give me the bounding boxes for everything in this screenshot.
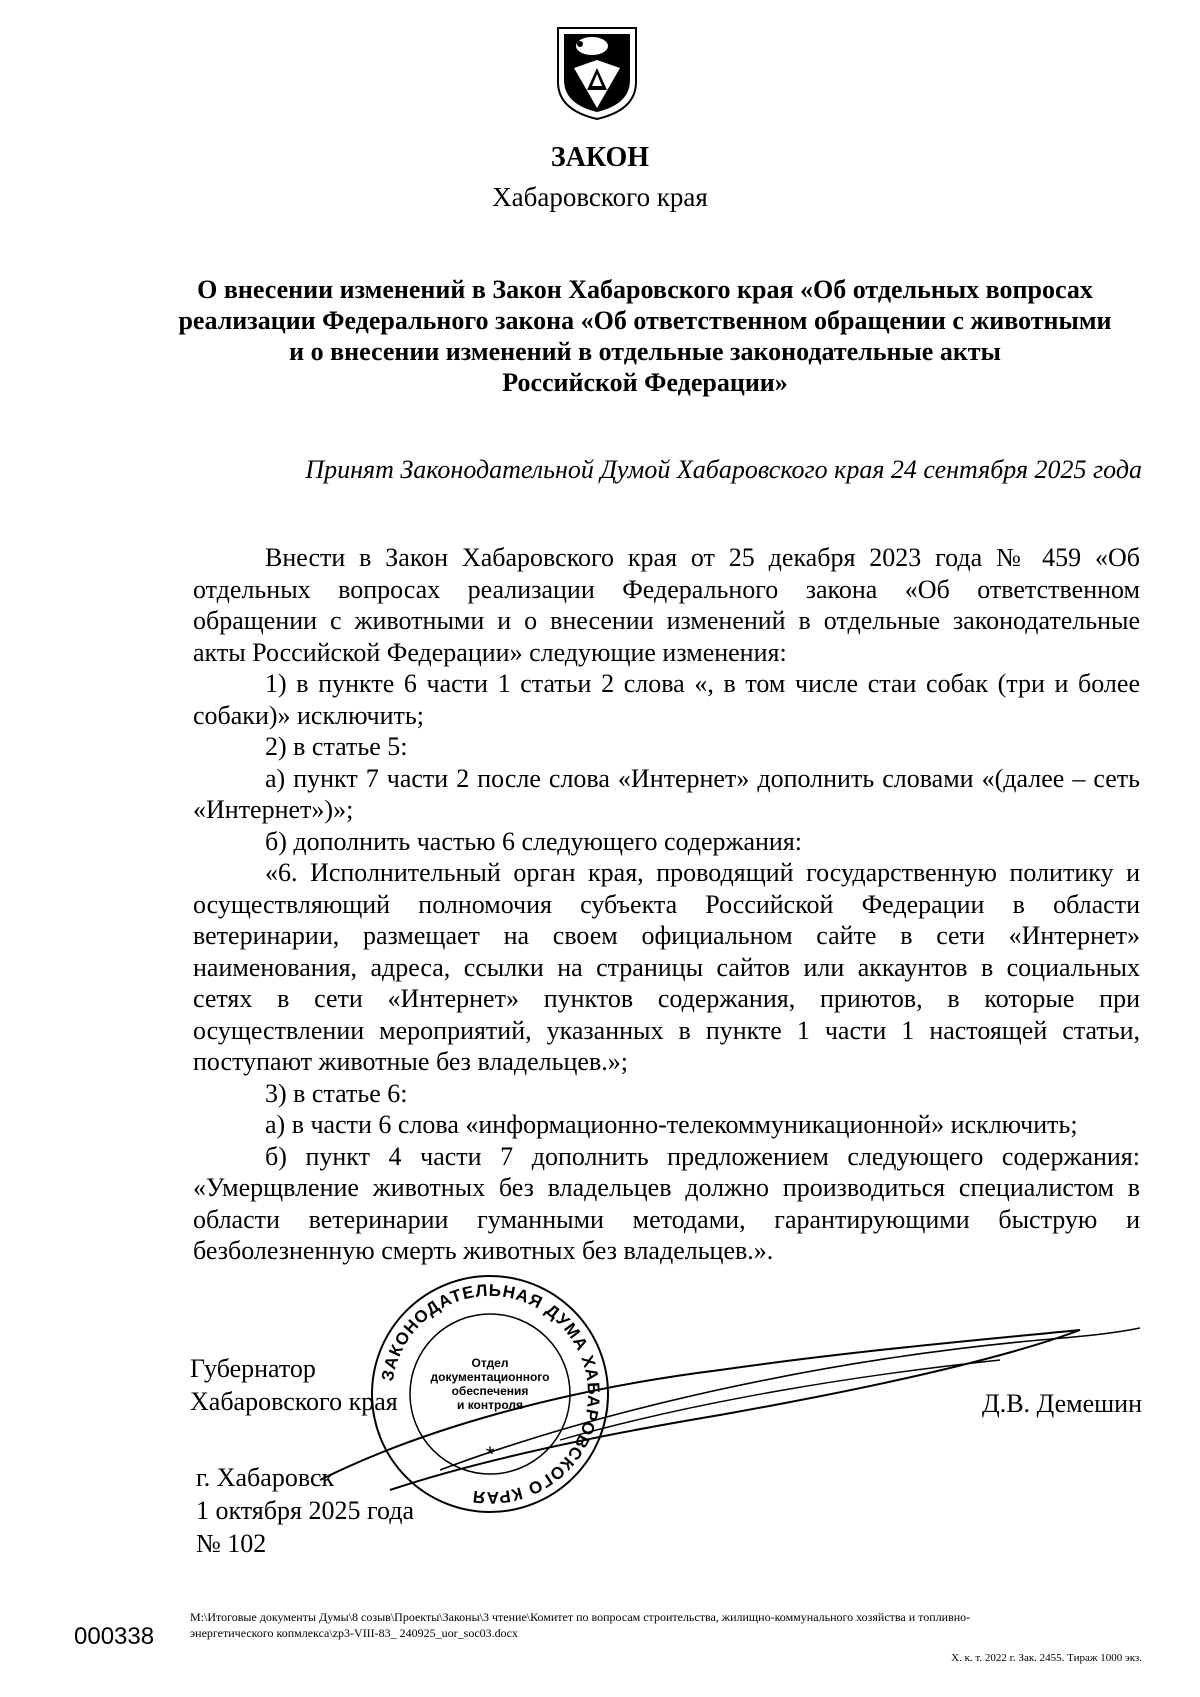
body-paragraph: Внести в Закон Хабаровского края от 25 декабря 2023 года № 459 «Об отдельных вопросах реализации Федерального закона «Об ответственном обращении с животными и о внесении изменений в отдельные законодательные акты Российской Федерации» следующие изменения: (193, 543, 1140, 667)
registration-number: 000338 (74, 1623, 155, 1650)
document-heading (150, 274, 1140, 398)
body-paragraph: а) пункт 7 части 2 после слова «Интернет» дополнить словами «(далее – сеть «Интернет»)»; (193, 763, 1140, 824)
law-title: ЗАКОН (550, 142, 650, 173)
law-subtitle: Хабаровского края (492, 182, 708, 212)
document-body (193, 542, 1140, 1267)
file-path-line: М:\Итоговые документы Думы\8 созыв\Проекты\Законы\3 чтение\Комитет по вопросам строительства, жилищно-коммунального хозяйства и топливно- (190, 1610, 971, 1624)
stamp-text: и контроля (457, 1398, 523, 1412)
heading-line: Российской Федерации» (502, 368, 788, 397)
heading-line: и о внесении изменений в отдельные законодательные акты (289, 337, 1001, 366)
document-number: № 102 (196, 1529, 267, 1558)
body-paragraph: 2) в статье 5: (265, 732, 408, 761)
heading-line: реализации Федерального закона «Об ответственном обращении с животными (178, 306, 1112, 335)
position-line: Губернатор (190, 1354, 316, 1383)
signatory-name: Д.В. Демешин (981, 1389, 1142, 1418)
stamp-text: обеспечения (451, 1384, 529, 1398)
heading-line: О внесении изменений в Закон Хабаровского края «Об отдельных вопросах (197, 275, 1093, 304)
print-info: Х. к. т. 2022 г. Зак. 2455. Тираж 1000 экз. (951, 1652, 1142, 1664)
stamp-text: документационного (430, 1370, 550, 1384)
position-line: Хабаровского края (190, 1387, 398, 1416)
round-stamp (365, 1272, 615, 1517)
stamp-star: * (485, 1442, 495, 1467)
adoption-note: Принят Законодательной Думой Хабаровского края 24 сентября 2025 года (305, 455, 1142, 484)
stamp-ring-text: ЗАКОНОДАТЕЛЬНАЯ ДУМА ХАБАРОВСКОГО КРАЯ (377, 1280, 604, 1508)
stamp-text: Отдел (471, 1356, 509, 1370)
city: г. Хабаровск (196, 1463, 335, 1492)
body-paragraph: б) пункт 4 части 7 дополнить предложением следующего содержания: «Умерщвление животных без владельцев должно производиться специалистом в области ветеринарии гуманными методами, гарантирующими быструю и безболезненную смерть животных без владельцев.». (193, 1141, 1140, 1265)
file-path-footer (190, 1609, 1140, 1641)
body-paragraph: «6. Исполнительный орган края, проводящий государственную политику и осуществляющий полномочия субъекта Российской Федерации в области ветеринарии, размещает на своем официальном сайте в сети «Интернет» наименования, адреса, ссылки на страницы сайтов или аккаунтов в социальных сетях в сети «Интернет» пунктов содержания, приютов, в которые при осуществлении мероприятий, указанных в пункте 1 части 1 настоящей статьи, поступают животные без владельцев.»; (193, 858, 1140, 1076)
body-paragraph: 1) в пункте 6 части 1 статьи 2 слова «, в том числе стаи собак (три и более собаки)» исключить; (193, 669, 1140, 730)
body-paragraph: а) в части 6 слова «информационно-телекоммуникационной» исключить; (265, 1110, 1078, 1139)
coat-of-arms-emblem (552, 24, 642, 122)
file-path-line: энергетического копмлекса\zp3-VIII-83_ 240925_uor_soc03.docx (190, 1626, 518, 1640)
body-paragraph: 3) в статье 6: (265, 1078, 408, 1108)
body-paragraph: б) дополнить частью 6 следующего содержания: (265, 826, 803, 856)
date: 1 октября 2025 года (196, 1496, 414, 1525)
